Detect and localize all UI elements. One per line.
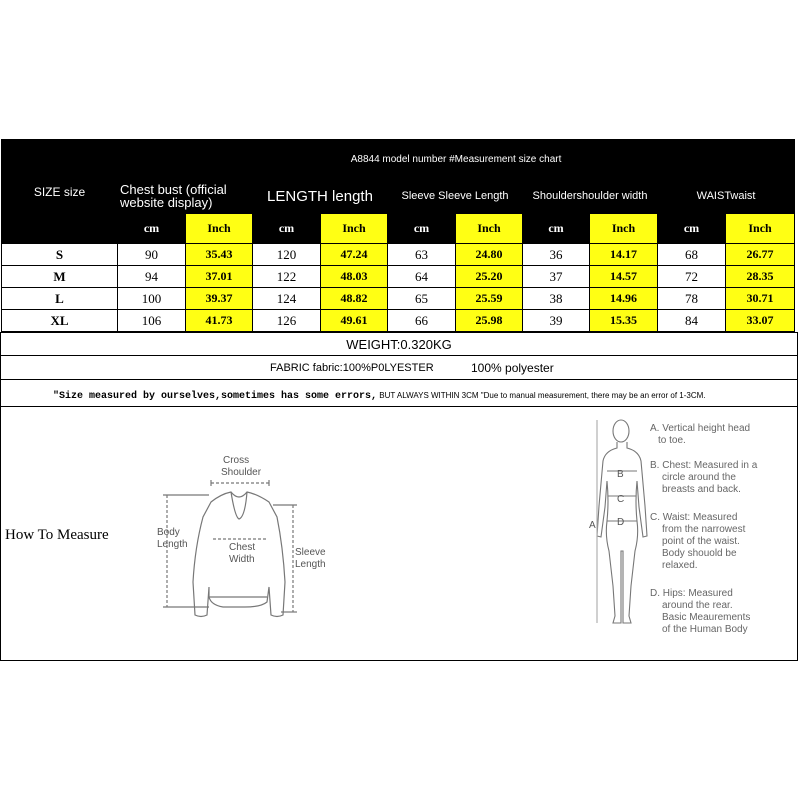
model-title: A8844 model number #Measurement size chart <box>118 140 795 179</box>
cm-cell: 100 <box>118 288 186 310</box>
cm-cell: 38 <box>523 288 590 310</box>
inch-cell: 30.71 <box>726 288 795 310</box>
cm-cell: 84 <box>658 310 726 332</box>
size-cell: L <box>2 288 118 310</box>
fabric-row <box>0 356 798 380</box>
cm-cell: 90 <box>118 244 186 266</box>
unit-inch: Inch <box>186 214 253 244</box>
inch-cell: 48.82 <box>321 288 388 310</box>
body-diagram <box>583 411 773 641</box>
shoulder-group-header: Shouldershoulder width <box>523 179 658 214</box>
note-d-line-3: Basic Meaurements <box>662 612 751 623</box>
size-header: SIZE size <box>2 140 118 244</box>
unit-cm: cm <box>658 214 726 244</box>
note-d-line-4: of the Human Body <box>662 624 748 635</box>
note-part-1: "Size measured by ourselves,sometimes has some errors, <box>53 391 378 402</box>
inch-cell: 14.57 <box>590 266 658 288</box>
chest-group-header: Chest bust (official website display) <box>118 179 253 214</box>
inch-cell: 37.01 <box>186 266 253 288</box>
size-chart-sheet <box>0 139 799 661</box>
weight-row: WEIGHT:0.320KG <box>0 332 798 356</box>
cm-cell: 122 <box>253 266 321 288</box>
table-row <box>2 310 795 332</box>
unit-cm: cm <box>523 214 590 244</box>
cm-cell: 68 <box>658 244 726 266</box>
note-b-line-3: breasts and back. <box>662 484 741 495</box>
cm-cell: 65 <box>388 288 456 310</box>
fabric-value: 100% polyester <box>471 361 554 375</box>
table-row <box>2 244 795 266</box>
cross-shoulder-label-2: Shoulder <box>221 467 262 478</box>
measurement-note <box>0 380 798 407</box>
note-c-line-2: from the narrowest <box>662 524 746 535</box>
inch-cell: 35.43 <box>186 244 253 266</box>
cm-cell: 124 <box>253 288 321 310</box>
size-cell: XL <box>2 310 118 332</box>
cm-cell: 78 <box>658 288 726 310</box>
cm-cell: 37 <box>523 266 590 288</box>
note-b-line-1: B. Chest: Measured in a <box>650 460 758 471</box>
chest-width-label-2: Width <box>229 554 255 565</box>
sleeve-length-label-1: Sleeve <box>295 547 326 558</box>
cross-shoulder-label-1: Cross <box>223 455 250 466</box>
size-cell: M <box>2 266 118 288</box>
marker-d: D <box>617 517 625 528</box>
fabric-label: FABRIC fabric:100%P0LYESTER <box>270 362 434 374</box>
unit-cm: cm <box>118 214 186 244</box>
unit-inch: Inch <box>726 214 795 244</box>
inch-cell: 26.77 <box>726 244 795 266</box>
note-a-line-1: A. Vertical height head <box>650 423 751 434</box>
note-c-line-5: relaxed. <box>662 560 698 571</box>
sleeve-group-header: Sleeve Sleeve Length <box>388 179 523 214</box>
how-to-measure-panel <box>0 407 798 661</box>
marker-b: B <box>617 469 624 480</box>
cm-cell: 64 <box>388 266 456 288</box>
inch-cell: 41.73 <box>186 310 253 332</box>
inch-cell: 25.59 <box>456 288 523 310</box>
sleeve-length-label-2: Length <box>295 559 326 570</box>
body-length-label-1: Body <box>157 527 180 538</box>
waist-group-header: WAISTwaist <box>658 179 795 214</box>
chest-width-label-1: Chest <box>229 542 256 553</box>
note-d-line-2: around the rear. <box>662 600 733 611</box>
cm-cell: 120 <box>253 244 321 266</box>
inch-cell: 47.24 <box>321 244 388 266</box>
note-a-line-2: to toe. <box>658 435 686 446</box>
body-head <box>613 420 629 442</box>
cm-cell: 66 <box>388 310 456 332</box>
inch-cell: 24.80 <box>456 244 523 266</box>
unit-cm: cm <box>388 214 456 244</box>
note-c-line-1: C. Waist: Measured <box>650 512 738 523</box>
cm-cell: 94 <box>118 266 186 288</box>
how-to-measure-title: How To Measure <box>5 527 109 543</box>
unit-inch: Inch <box>321 214 388 244</box>
note-c-line-3: point of the waist. <box>662 536 740 547</box>
note-d-line-1: D. Hips: Measured <box>650 588 733 599</box>
garment-neckline <box>231 492 247 519</box>
note-part-2: BUT ALWAYS WITHIN 3CM "Due to manual measurement, there may be an error of 1-3CM. <box>377 391 706 400</box>
cm-cell: 39 <box>523 310 590 332</box>
cm-cell: 72 <box>658 266 726 288</box>
inch-cell: 15.35 <box>590 310 658 332</box>
note-b-line-2: circle around the <box>662 472 736 483</box>
inch-cell: 48.03 <box>321 266 388 288</box>
inch-cell: 14.96 <box>590 288 658 310</box>
unit-cm: cm <box>253 214 321 244</box>
size-table <box>1 139 795 332</box>
note-c-line-4: Body shouold be <box>662 548 737 559</box>
unit-inch: Inch <box>456 214 523 244</box>
inch-cell: 25.98 <box>456 310 523 332</box>
garment-diagram <box>149 447 339 627</box>
inch-cell: 28.35 <box>726 266 795 288</box>
inch-cell: 49.61 <box>321 310 388 332</box>
inch-cell: 14.17 <box>590 244 658 266</box>
unit-inch: Inch <box>590 214 658 244</box>
table-row <box>2 288 795 310</box>
marker-a: A <box>589 520 596 531</box>
size-cell: S <box>2 244 118 266</box>
table-row <box>2 266 795 288</box>
length-group-header: LENGTH length <box>253 179 388 214</box>
inch-cell: 39.37 <box>186 288 253 310</box>
cm-cell: 126 <box>253 310 321 332</box>
inch-cell: 25.20 <box>456 266 523 288</box>
cm-cell: 36 <box>523 244 590 266</box>
marker-c: C <box>617 494 625 505</box>
body-length-label-2: Length <box>157 539 188 550</box>
cm-cell: 63 <box>388 244 456 266</box>
cm-cell: 106 <box>118 310 186 332</box>
inch-cell: 33.07 <box>726 310 795 332</box>
